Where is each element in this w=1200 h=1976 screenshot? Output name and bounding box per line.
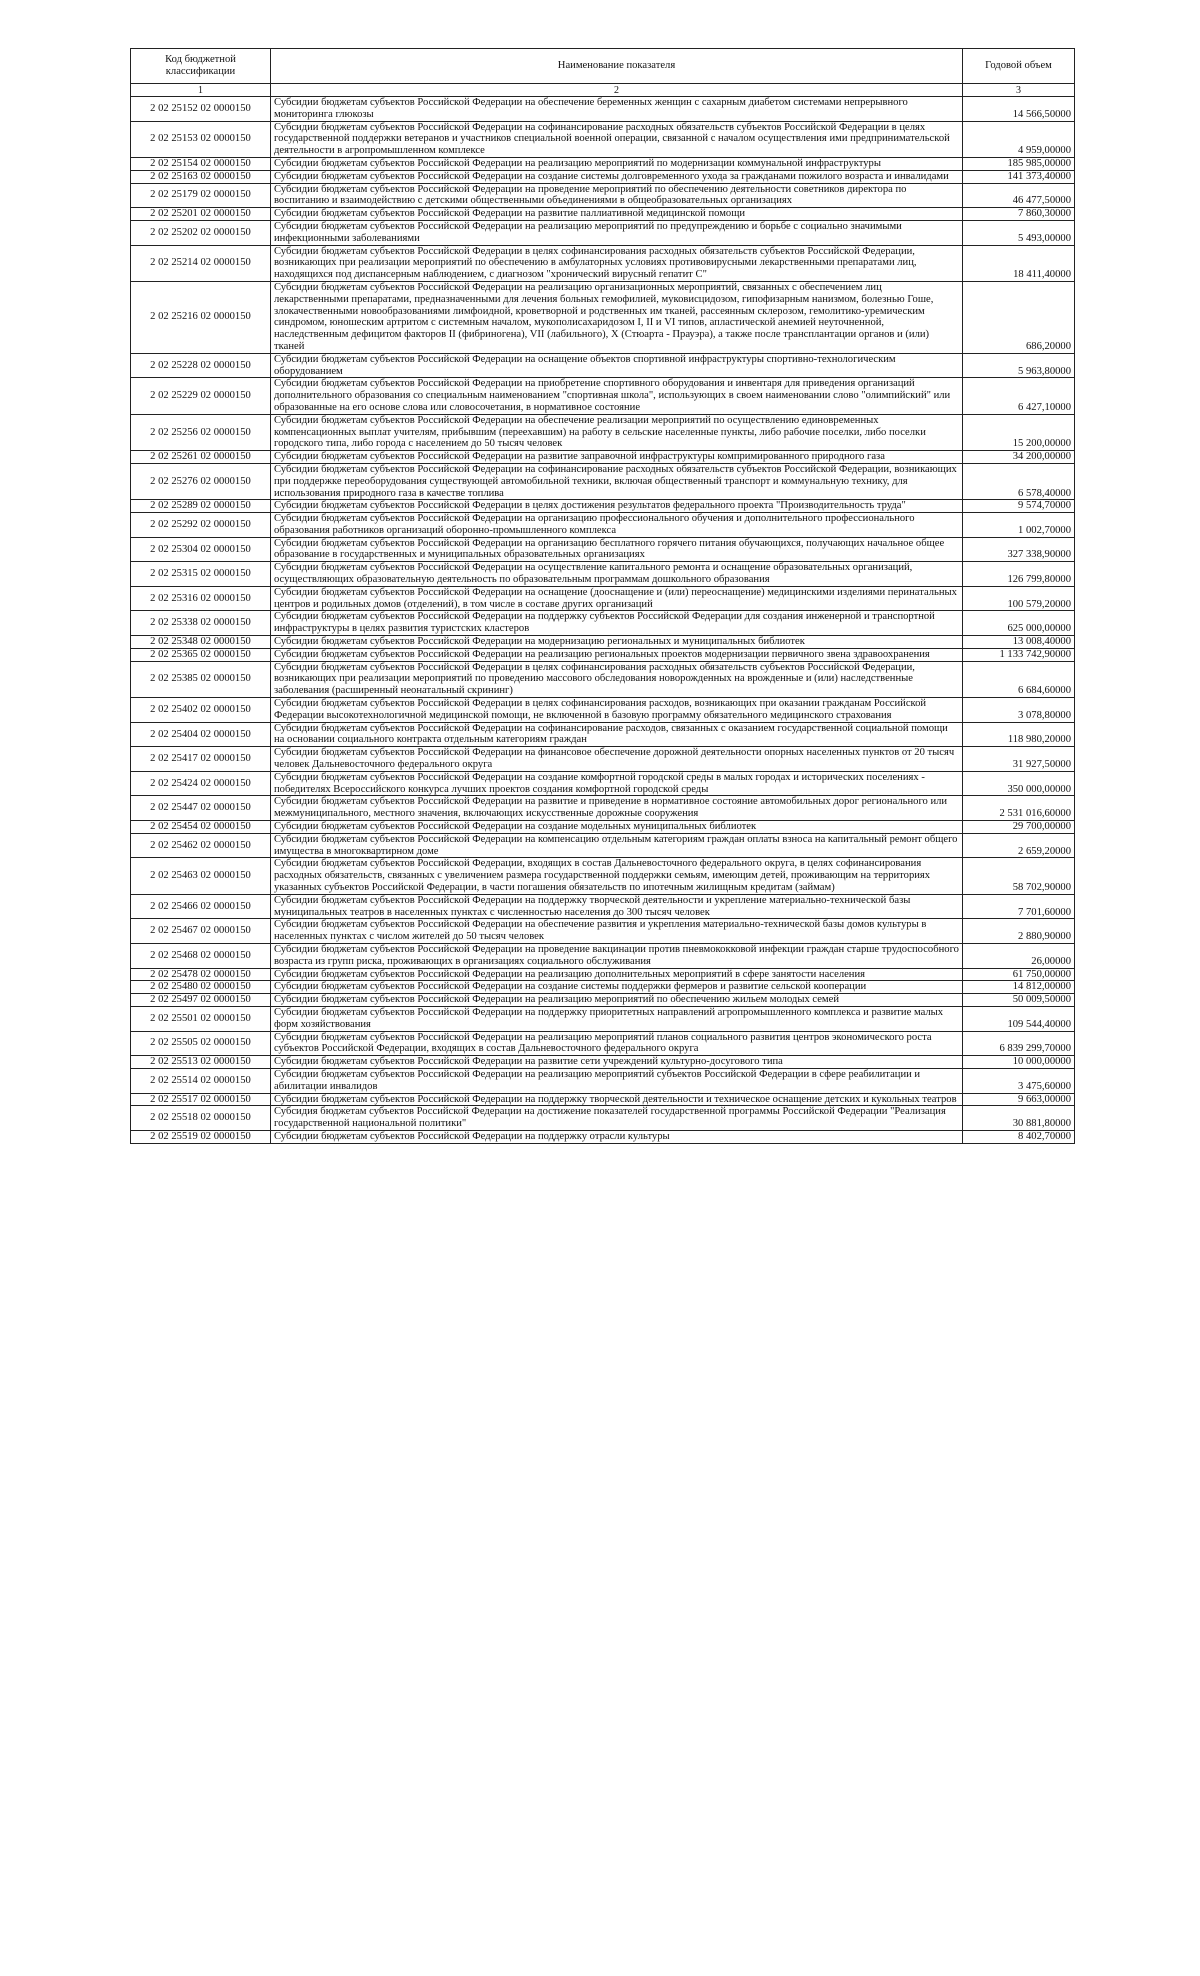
row-value: 2 531 016,60000 — [963, 796, 1075, 821]
row-name: Субсидии бюджетам субъектов Российской Федерации на развитие и приведение в нормативное состояние автомобильных дорог регионального или межмуниципального, местного значения, включающих искусственные дорожные сооружения — [271, 796, 963, 821]
row-name: Субсидии бюджетам субъектов Российской Федерации на реализацию мероприятий по предупреждению и борьбе с социально значимыми инфекционными заболеваниями — [271, 220, 963, 245]
header-name: Наименование показателя — [271, 49, 963, 84]
row-code: 2 02 25163 02 0000150 — [131, 170, 271, 183]
row-name: Субсидии бюджетам субъектов Российской Федерации на компенсацию отдельным категориям граждан оплаты взноса на капитальный ремонт общего имущества в многоквартирном доме — [271, 833, 963, 858]
table-row — [131, 1106, 1075, 1131]
row-value: 4 959,00000 — [963, 121, 1075, 157]
table-row — [131, 1068, 1075, 1093]
row-value: 9 574,70000 — [963, 500, 1075, 513]
table-row — [131, 157, 1075, 170]
row-name: Субсидии бюджетам субъектов Российской Федерации на поддержку творческой деятельности и техническое оснащение детских и кукольных театров — [271, 1093, 963, 1106]
row-name: Субсидии бюджетам субъектов Российской Федерации, входящих в состав Дальневосточного федерального округа, в целях софинансирования расходных обязательств, связанных с увеличением размера государственной поддержки семьям, имеющим детей, проживающим на территориях указанных субъектов Российской Федерации, в части погашения обязательств по ипотечным жилищным кредитам (займам) — [271, 858, 963, 894]
row-code: 2 02 25463 02 0000150 — [131, 858, 271, 894]
row-name: Субсидии бюджетам субъектов Российской Федерации на модернизацию региональных и муниципальных библиотек — [271, 636, 963, 649]
row-name: Субсидии бюджетам субъектов Российской Федерации на софинансирование расходных обязательств субъектов Российской Федерации в целях государственной поддержки ветеранов и участников специальной военной операции, связанной с началом осуществления ими предпринимательской деятельности в агропромышленном комплексе — [271, 121, 963, 157]
row-value: 31 927,50000 — [963, 747, 1075, 772]
table-row — [131, 661, 1075, 697]
row-name: Субсидии бюджетам субъектов Российской Федерации на реализацию мероприятий по обеспечению жильем молодых семей — [271, 994, 963, 1007]
row-code: 2 02 25216 02 0000150 — [131, 281, 271, 353]
table-row — [131, 1130, 1075, 1143]
table-row — [131, 451, 1075, 464]
table-row — [131, 833, 1075, 858]
table-row — [131, 747, 1075, 772]
row-code: 2 02 25179 02 0000150 — [131, 183, 271, 208]
table-row — [131, 1056, 1075, 1069]
budget-table — [130, 48, 1075, 1144]
row-name: Субсидии бюджетам субъектов Российской Федерации на развитие сети учреждений культурно-досугового типа — [271, 1056, 963, 1069]
row-value: 61 750,00000 — [963, 968, 1075, 981]
row-name: Субсидии бюджетам субъектов Российской Федерации в целях софинансирования расходных обязательств субъектов Российской Федерации, возникающих при реализации мероприятий по обеспечению в амбулаторных условиях противовирусными лекарственными препаратами лиц, находящихся под диспансерным наблюдением, с диагнозом "хронический вирусный гепатит С" — [271, 245, 963, 281]
row-value: 118 980,20000 — [963, 722, 1075, 747]
row-value: 58 702,90000 — [963, 858, 1075, 894]
table-row — [131, 968, 1075, 981]
table-row — [131, 919, 1075, 944]
row-code: 2 02 25315 02 0000150 — [131, 562, 271, 587]
table-row — [131, 281, 1075, 353]
row-code: 2 02 25214 02 0000150 — [131, 245, 271, 281]
table-row — [131, 1031, 1075, 1056]
row-name: Субсидии бюджетам субъектов Российской Федерации на софинансирование расходных обязательств субъектов Российской Федерации, возникающих при поддержке переоборудования существующей автомобильной техники, включая общественный транспорт и коммунальную технику, для использования природного газа в качестве топлива — [271, 463, 963, 499]
column-number: 3 — [963, 84, 1075, 97]
row-name: Субсидии бюджетам субъектов Российской Федерации на реализацию региональных проектов модернизации первичного звена здравоохранения — [271, 648, 963, 661]
table-body — [131, 97, 1075, 1144]
table-row — [131, 943, 1075, 968]
row-name: Субсидии бюджетам субъектов Российской Федерации на обеспечение развития и укрепления материально-технической базы домов культуры в населенных пунктах с числом жителей до 50 тысяч человек — [271, 919, 963, 944]
row-value: 7 701,60000 — [963, 894, 1075, 919]
row-name: Субсидии бюджетам субъектов Российской Федерации в целях софинансирования расходных обязательств субъектов Российской Федерации, возникающих при реализации мероприятий по проведению массового обследования новорожденных на врожденные и (или) наследственные заболевания (расширенный неонатальный скрининг) — [271, 661, 963, 697]
row-name: Субсидии бюджетам субъектов Российской Федерации на проведение вакцинации против пневмококковой инфекции граждан старше трудоспособного возраста из групп риска, проживающих в организациях социального обслуживания — [271, 943, 963, 968]
row-value: 26,00000 — [963, 943, 1075, 968]
row-name: Субсидии бюджетам субъектов Российской Федерации в целях софинансирования расходов, возникающих при оказании гражданам Российской Федерации высокотехнологичной медицинской помощи, не включенной в базовую программу обязательного медицинского страхования — [271, 698, 963, 723]
row-name: Субсидии бюджетам субъектов Российской Федерации на реализацию мероприятий по модернизации коммунальной инфраструктуры — [271, 157, 963, 170]
table-row — [131, 245, 1075, 281]
table-row — [131, 1006, 1075, 1031]
column-number-row — [131, 84, 1075, 97]
row-name: Субсидии бюджетам субъектов Российской Федерации на оснащение объектов спортивной инфраструктуры спортивно-технологическим оборудованием — [271, 353, 963, 378]
row-code: 2 02 25152 02 0000150 — [131, 97, 271, 122]
table-row — [131, 208, 1075, 221]
table-row — [131, 353, 1075, 378]
row-code: 2 02 25467 02 0000150 — [131, 919, 271, 944]
row-code: 2 02 25513 02 0000150 — [131, 1056, 271, 1069]
row-value: 3 078,80000 — [963, 698, 1075, 723]
table-row — [131, 378, 1075, 414]
row-name: Субсидии бюджетам субъектов Российской Федерации на осуществление капитального ремонта и оснащение образовательных организаций, осуществляющих образовательную деятельность по образовательным программам дошкольного образования — [271, 562, 963, 587]
row-value: 29 700,00000 — [963, 821, 1075, 834]
table-row — [131, 562, 1075, 587]
table-row — [131, 648, 1075, 661]
row-code: 2 02 25292 02 0000150 — [131, 513, 271, 538]
row-value: 100 579,20000 — [963, 586, 1075, 611]
row-value: 327 338,90000 — [963, 537, 1075, 562]
row-name: Субсидии бюджетам субъектов Российской Федерации на приобретение спортивного оборудования и инвентаря для приведения организаций дополнительного образования со специальным наименованием "спортивная школа", использующих в своем наименовании слово "олимпийский" или образованные на его основе слова или словосочетания, в нормативное состояние — [271, 378, 963, 414]
row-code: 2 02 25402 02 0000150 — [131, 698, 271, 723]
row-value: 6 578,40000 — [963, 463, 1075, 499]
row-name: Субсидии бюджетам субъектов Российской Федерации на организацию профессионального обучения и дополнительного профессионального образования работников организаций оборонно-промышленного комплекса — [271, 513, 963, 538]
row-code: 2 02 25417 02 0000150 — [131, 747, 271, 772]
row-value: 6 839 299,70000 — [963, 1031, 1075, 1056]
table-row — [131, 698, 1075, 723]
row-value: 9 663,00000 — [963, 1093, 1075, 1106]
row-value: 5 963,80000 — [963, 353, 1075, 378]
row-value: 109 544,40000 — [963, 1006, 1075, 1031]
table-row — [131, 414, 1075, 450]
row-name: Субсидии бюджетам субъектов Российской Федерации на организацию бесплатного горячего питания обучающихся, получающих начальное общее образование в государственных и муниципальных образовательных организациях — [271, 537, 963, 562]
row-value: 625 000,00000 — [963, 611, 1075, 636]
header-code: Код бюджетной классификации — [131, 49, 271, 84]
row-name: Субсидия бюджетам субъектов Российской Федерации на достижение показателей государственной программы Российской Федерации "Реализация государственной национальной политики" — [271, 1106, 963, 1131]
row-code: 2 02 25304 02 0000150 — [131, 537, 271, 562]
row-value: 3 475,60000 — [963, 1068, 1075, 1093]
row-value: 185 985,00000 — [963, 157, 1075, 170]
table-row — [131, 796, 1075, 821]
document-sheet — [130, 48, 1074, 1144]
row-value: 686,20000 — [963, 281, 1075, 353]
row-value: 6 427,10000 — [963, 378, 1075, 414]
row-value: 14 812,00000 — [963, 981, 1075, 994]
row-code: 2 02 25316 02 0000150 — [131, 586, 271, 611]
row-code: 2 02 25276 02 0000150 — [131, 463, 271, 499]
row-code: 2 02 25462 02 0000150 — [131, 833, 271, 858]
table-row — [131, 586, 1075, 611]
table-row — [131, 513, 1075, 538]
row-name: Субсидии бюджетам субъектов Российской Федерации на поддержку субъектов Российской Федерации для создания инженерной и транспортной инфраструктуры в целях развития туристских кластеров — [271, 611, 963, 636]
table-row — [131, 500, 1075, 513]
row-value: 30 881,80000 — [963, 1106, 1075, 1131]
row-name: Субсидии бюджетам субъектов Российской Федерации на создание комфортной городской среды в малых городах и исторических поселениях - победителях Всероссийского конкурса лучших проектов создания комфортной городской среды — [271, 771, 963, 796]
row-name: Субсидии бюджетам субъектов Российской Федерации на развитие заправочной инфраструктуры компримированного природного газа — [271, 451, 963, 464]
row-name: Субсидии бюджетам субъектов Российской Федерации на обеспечение беременных женщин с сахарным диабетом системами непрерывного мониторинга глюкозы — [271, 97, 963, 122]
row-name: Субсидии бюджетам субъектов Российской Федерации в целях достижения результатов федерального проекта "Производительность труда" — [271, 500, 963, 513]
row-name: Субсидии бюджетам субъектов Российской Федерации на финансовое обеспечение дорожной деятельности опорных населенных пунктов от 20 тысяч человек Дальневосточного федерального округа — [271, 747, 963, 772]
row-name: Субсидии бюджетам субъектов Российской Федерации на реализацию мероприятий планов социального развития центров экономического роста субъектов Российской Федерации, входящих в состав Дальневосточного федерального округа — [271, 1031, 963, 1056]
table-row — [131, 611, 1075, 636]
row-code: 2 02 25454 02 0000150 — [131, 821, 271, 834]
row-name: Субсидии бюджетам субъектов Российской Федерации на создание системы поддержки фермеров и развитие сельской кооперации — [271, 981, 963, 994]
row-value: 18 411,40000 — [963, 245, 1075, 281]
row-code: 2 02 25478 02 0000150 — [131, 968, 271, 981]
row-value: 8 402,70000 — [963, 1130, 1075, 1143]
row-value: 350 000,00000 — [963, 771, 1075, 796]
table-row — [131, 858, 1075, 894]
row-code: 2 02 25256 02 0000150 — [131, 414, 271, 450]
row-code: 2 02 25365 02 0000150 — [131, 648, 271, 661]
table-header-row — [131, 49, 1075, 84]
row-code: 2 02 25518 02 0000150 — [131, 1106, 271, 1131]
row-value: 10 000,00000 — [963, 1056, 1075, 1069]
row-value: 5 493,00000 — [963, 220, 1075, 245]
row-value: 13 008,40000 — [963, 636, 1075, 649]
row-code: 2 02 25480 02 0000150 — [131, 981, 271, 994]
table-row — [131, 636, 1075, 649]
table-row — [131, 1093, 1075, 1106]
row-name: Субсидии бюджетам субъектов Российской Федерации на реализацию дополнительных мероприятий в сфере занятости населения — [271, 968, 963, 981]
row-name: Субсидии бюджетам субъектов Российской Федерации на реализацию организационных мероприятий, связанных с обеспечением лиц лекарственными препаратами, предназначенными для лечения больных гемофилией, муковисцидозом, гипофизарным нанизмом, болезнью Гоше, злокачественными новообразованиями лимфоидной, кроветворной и родственных им тканей, рассеянным склерозом, гемолитико-уремическим синдромом, юношеским артритом с системным началом, мукополисахаридозом I, II и VI типов, апластической анемией неуточненной, наследственным дефицитом факторов II (фибриногена), VII (лабильного), X (Стюарта - Прауэра), а также после трансплантации органов и (или) тканей — [271, 281, 963, 353]
row-value: 1 133 742,90000 — [963, 648, 1075, 661]
row-value: 2 880,90000 — [963, 919, 1075, 944]
table-row — [131, 97, 1075, 122]
row-value: 14 566,50000 — [963, 97, 1075, 122]
row-code: 2 02 25289 02 0000150 — [131, 500, 271, 513]
row-name: Субсидии бюджетам субъектов Российской Федерации на оснащение (дооснащение и (или) переоснащение) медицинскими изделиями перинатальных центров и родильных домов (отделений), в том числе в составе других организаций — [271, 586, 963, 611]
row-code: 2 02 25404 02 0000150 — [131, 722, 271, 747]
row-code: 2 02 25261 02 0000150 — [131, 451, 271, 464]
table-row — [131, 994, 1075, 1007]
row-code: 2 02 25497 02 0000150 — [131, 994, 271, 1007]
row-code: 2 02 25229 02 0000150 — [131, 378, 271, 414]
table-row — [131, 537, 1075, 562]
row-value: 50 009,50000 — [963, 994, 1075, 1007]
column-number: 2 — [271, 84, 963, 97]
row-value: 46 477,50000 — [963, 183, 1075, 208]
row-code: 2 02 25202 02 0000150 — [131, 220, 271, 245]
row-value: 141 373,40000 — [963, 170, 1075, 183]
row-code: 2 02 25385 02 0000150 — [131, 661, 271, 697]
column-number: 1 — [131, 84, 271, 97]
row-value: 2 659,20000 — [963, 833, 1075, 858]
row-value: 15 200,00000 — [963, 414, 1075, 450]
header-value: Годовой объем — [963, 49, 1075, 84]
table-row — [131, 771, 1075, 796]
row-code: 2 02 25519 02 0000150 — [131, 1130, 271, 1143]
row-code: 2 02 25501 02 0000150 — [131, 1006, 271, 1031]
row-name: Субсидии бюджетам субъектов Российской Федерации на поддержку творческой деятельности и укрепление материально-технической базы муниципальных театров в населенных пунктах с численностью населения до 300 тысяч человек — [271, 894, 963, 919]
row-code: 2 02 25201 02 0000150 — [131, 208, 271, 221]
row-value: 6 684,60000 — [963, 661, 1075, 697]
table-row — [131, 121, 1075, 157]
table-row — [131, 170, 1075, 183]
table-row — [131, 894, 1075, 919]
row-name: Субсидии бюджетам субъектов Российской Федерации на развитие паллиативной медицинской помощи — [271, 208, 963, 221]
row-code: 2 02 25447 02 0000150 — [131, 796, 271, 821]
row-name: Субсидии бюджетам субъектов Российской Федерации на поддержку отрасли культуры — [271, 1130, 963, 1143]
row-name: Субсидии бюджетам субъектов Российской Федерации на реализацию мероприятий субъектов Российской Федерации в сфере реабилитации и абилитации инвалидов — [271, 1068, 963, 1093]
row-name: Субсидии бюджетам субъектов Российской Федерации на обеспечение реализации мероприятий по осуществлению единовременных компенсационных выплат учителям, прибывшим (переехавшим) на работу в сельские населенные пункты, либо рабочие поселки, либо поселки городского типа, либо города с населением до 50 тысяч человек — [271, 414, 963, 450]
row-code: 2 02 25338 02 0000150 — [131, 611, 271, 636]
row-code: 2 02 25228 02 0000150 — [131, 353, 271, 378]
row-code: 2 02 25154 02 0000150 — [131, 157, 271, 170]
row-code: 2 02 25468 02 0000150 — [131, 943, 271, 968]
row-value: 126 799,80000 — [963, 562, 1075, 587]
table-row — [131, 981, 1075, 994]
table-row — [131, 463, 1075, 499]
row-name: Субсидии бюджетам субъектов Российской Федерации на софинансирование расходов, связанных с оказанием государственной социальной помощи на основании социального контракта отдельным категориям граждан — [271, 722, 963, 747]
row-code: 2 02 25505 02 0000150 — [131, 1031, 271, 1056]
row-code: 2 02 25348 02 0000150 — [131, 636, 271, 649]
row-code: 2 02 25424 02 0000150 — [131, 771, 271, 796]
row-code: 2 02 25466 02 0000150 — [131, 894, 271, 919]
table-row — [131, 821, 1075, 834]
table-row — [131, 220, 1075, 245]
row-code: 2 02 25153 02 0000150 — [131, 121, 271, 157]
row-name: Субсидии бюджетам субъектов Российской Федерации на создание модельных муниципальных библиотек — [271, 821, 963, 834]
table-row — [131, 722, 1075, 747]
row-name: Субсидии бюджетам субъектов Российской Федерации на поддержку приоритетных направлений агропромышленного комплекса и развитие малых форм хозяйствования — [271, 1006, 963, 1031]
table-row — [131, 183, 1075, 208]
row-name: Субсидии бюджетам субъектов Российской Федерации на создание системы долговременного ухода за гражданами пожилого возраста и инвалидами — [271, 170, 963, 183]
row-value: 1 002,70000 — [963, 513, 1075, 538]
row-name: Субсидии бюджетам субъектов Российской Федерации на проведение мероприятий по обеспечению деятельности советников директора по воспитанию и взаимодействию с детскими общественными объединениями в общеобразовательных организациях — [271, 183, 963, 208]
row-value: 34 200,00000 — [963, 451, 1075, 464]
row-code: 2 02 25514 02 0000150 — [131, 1068, 271, 1093]
row-value: 7 860,30000 — [963, 208, 1075, 221]
row-code: 2 02 25517 02 0000150 — [131, 1093, 271, 1106]
